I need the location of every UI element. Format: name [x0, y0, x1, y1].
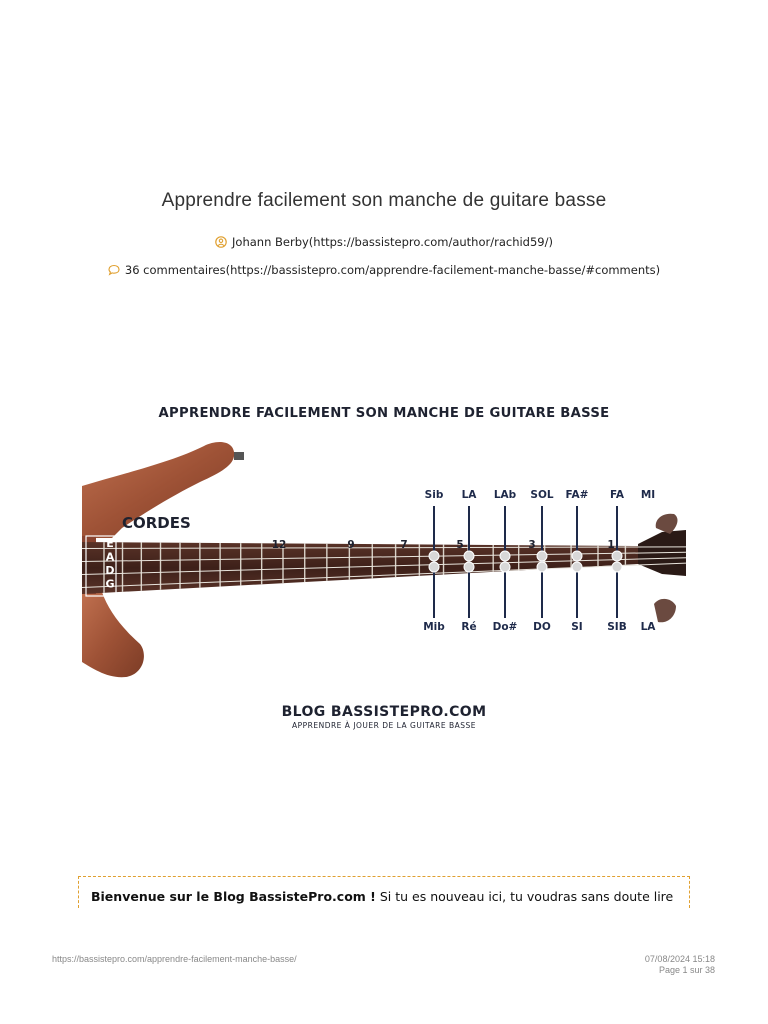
strings-label: CORDES [122, 514, 191, 532]
fret-number-12: 12 [271, 539, 287, 551]
bass-knob [234, 452, 244, 460]
bottom-note-label: DO [533, 621, 551, 633]
top-note-label: LA [461, 489, 477, 501]
bass-neck-image [82, 396, 686, 736]
note-dot-4-0 [572, 551, 582, 561]
bottom-note-label: Do# [492, 621, 518, 633]
tuner-peg-bottom [654, 599, 676, 622]
welcome-rest: Si tu es nouveau ici, tu voudras sans doute lire [375, 889, 674, 904]
top-note-label: Sib [424, 489, 444, 501]
top-note-label: MI [640, 489, 656, 501]
bass-neck-diagram [82, 396, 686, 736]
top-note-label: LAb [493, 489, 517, 501]
comments-link[interactable]: 36 commentaires(https://bassistepro.com/apprendre-facilement-manche-basse/#comments) [124, 263, 661, 277]
note-dot-5-0 [612, 551, 622, 561]
note-dot-0-1 [429, 562, 439, 572]
bottom-note-label: Ré [461, 621, 477, 633]
tuner-peg-top [656, 514, 678, 534]
note-dot-2-1 [500, 562, 510, 572]
bottom-note-label: Mib [423, 621, 445, 633]
fret-number-5: 5 [456, 539, 464, 551]
welcome-text [91, 889, 673, 904]
bottom-note-labels [423, 621, 656, 633]
note-dot-3-0 [537, 551, 547, 561]
author-link[interactable]: Johann Berby(https://bassistepro.com/author/rachid59/) [232, 235, 553, 249]
top-note-label: FA# [565, 489, 589, 501]
footer-datetime: 07/08/2024 15:18 [644, 954, 715, 964]
article-title: Apprendre facilement son manche de guitare basse [161, 190, 607, 211]
author-line[interactable] [0, 235, 768, 249]
figure-heading: APPRENDRE FACILEMENT SON MANCHE DE GUITARE BASSE [158, 406, 610, 421]
note-dot-4-1 [572, 562, 582, 572]
fret-number-3: 3 [528, 539, 536, 551]
string-letter-A: A [105, 550, 115, 564]
bottom-note-label: LA [640, 621, 656, 633]
top-note-label: SOL [530, 489, 554, 501]
note-dot-0-0 [429, 551, 439, 561]
note-dot-3-1 [537, 562, 547, 572]
welcome-bold: Bienvenue sur le Blog BassistePro.com ! [91, 889, 376, 904]
welcome-callout [78, 876, 690, 908]
footer-url: https://bassistepro.com/apprendre-facilement-manche-basse/ [52, 954, 297, 964]
footer-page-number: Page 1 sur 38 [658, 965, 715, 975]
fret-number-7: 7 [400, 539, 408, 551]
string-letter-D: D [105, 564, 115, 577]
top-note-label: FA [609, 489, 625, 501]
fret-number-1: 1 [607, 539, 615, 551]
string-letters [105, 537, 114, 591]
footer-meta [645, 954, 715, 976]
comments-line[interactable] [0, 263, 768, 277]
fret-number-9: 9 [347, 539, 355, 551]
blog-tagline: APPRENDRE À JOUER DE LA GUITARE BASSE [291, 721, 477, 730]
string-letter-E: E [106, 537, 114, 550]
note-dot-2-0 [500, 551, 510, 561]
user-icon [215, 236, 227, 248]
note-dot-5-1 [612, 562, 622, 572]
note-dot-1-1 [464, 562, 474, 572]
bass-body-lower [82, 592, 144, 677]
bottom-note-label: SI [571, 621, 583, 633]
comment-icon [108, 264, 120, 276]
blog-name: BLOG BASSISTEPRO.COM [281, 704, 487, 720]
string-letter-G: G [105, 577, 115, 591]
top-note-labels [425, 489, 656, 501]
note-dot-1-0 [464, 551, 474, 561]
bottom-note-label: SIB [607, 621, 627, 633]
